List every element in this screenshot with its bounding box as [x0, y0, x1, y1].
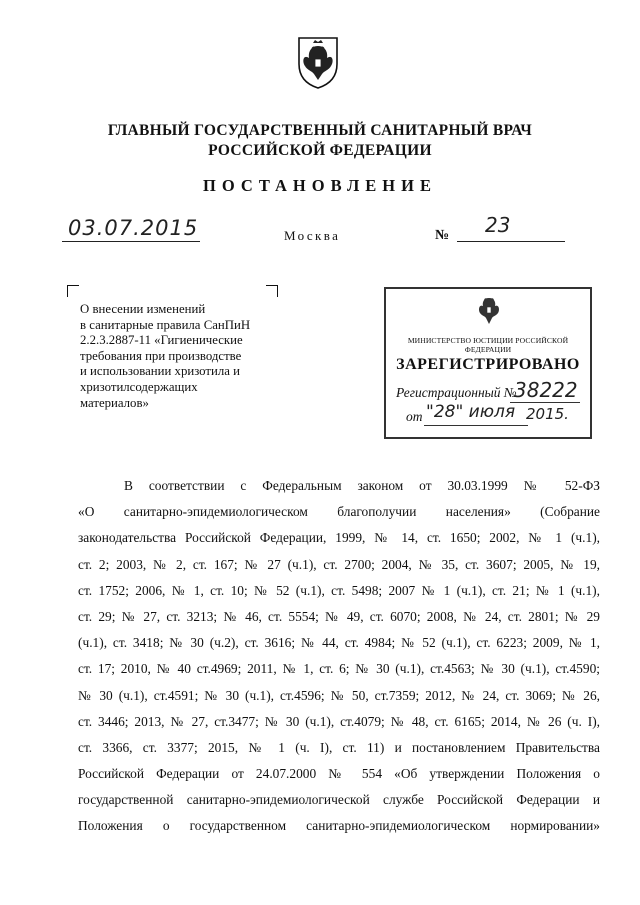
number-underline [457, 241, 565, 242]
subject-line: О внесении изменений [80, 302, 206, 316]
stamp-registered-label: ЗАРЕГИСТРИРОВАНО [396, 356, 580, 373]
stamp-ministry-label: МИНИСТЕРСТВО ЮСТИЦИИ РОССИЙСКОЙ ФЕДЕРАЦИИ [407, 336, 569, 354]
authority-title-line1: ГЛАВНЫЙ ГОСУДАРСТВЕННЫЙ САНИТАРНЫЙ ВРАЧ [107, 122, 533, 139]
subject-line: 2.2.3.2887-11 «Гигиенические [80, 333, 243, 348]
stamp-number-underline [510, 402, 580, 403]
body-line: государственной санитарно-эпидемиологической службе Российской Федерации и [78, 792, 600, 808]
subject-line: хризотилсодержащих [80, 379, 198, 394]
state-emblem-icon [293, 34, 343, 90]
subject-line: требования при производстве [80, 348, 242, 363]
stamp-registration-number: 38222 [514, 378, 578, 402]
body-line: ст. 3446; 2013, № 27, ст.3477; № 30 (ч.1), ст.4079; № 48, ст. 6165; 2014, № 26 (ч. I), [78, 713, 600, 729]
stamp-date-underline [424, 425, 528, 426]
body-line: ст. 1752; 2006, № 1, ст. 10; № 52 (ч.1), ст. 5498; 2007 № 1 (ч.1), ст. 21; № 1 (ч.1), [78, 582, 600, 598]
body-line: ст. 17; 2010, № 40 ст.4969; 2011, № 1, ст. 6; № 30 (ч.1), ст.4563; № 30 (ч.1), ст.4590; [78, 661, 600, 677]
document-type-title: ПОСТАНОВЛЕНИЕ [203, 176, 437, 195]
body-line: № 30 (ч.1), ст.4591; № 30 (ч.1), ст.4596; № 50, ст.7359; 2012, № 24, ст. 3069; № 26, [78, 687, 600, 703]
authority-title-line2: РОССИЙСКОЙ ФЕДЕРАЦИИ [208, 142, 432, 159]
date-underline [62, 241, 200, 242]
subject-corner-mark-right [266, 285, 278, 297]
city-label: Москва [284, 228, 341, 243]
subject-line: в санитарные правила СанПиН [80, 317, 251, 332]
stamp-registration-date: "28" июля [426, 402, 516, 422]
body-line: (ч.1), ст. 3418; № 30 (ч.2), ст. 3616; № 44, ст. 4984; № 52 (ч.1), ст. 6223; 2009, № 1, [78, 635, 600, 651]
body-line: ст. 29; № 27, ст. 3213; № 46, ст. 5554; № 49, ст. 6070; 2008, № 24, ст. 2801; № 29 [78, 608, 600, 624]
document-date: 03.07.2015 [68, 216, 199, 240]
body-line: Российской Федерации от 24.07.2000 № 554 «Об утверждении Положения о [78, 766, 600, 782]
subject-line: и использовании хризотила и [80, 364, 240, 379]
body-line: ст. 3366, ст. 3377; 2015, № 1 (ч. I), ст. 11) и постановлением Правительства [78, 739, 600, 755]
document-number: 23 [485, 213, 511, 237]
stamp-registration-year: 2015. [526, 405, 569, 423]
registration-stamp [384, 287, 592, 439]
body-line: Положения о государственном санитарно-эпидемиологическом нормировании» [78, 818, 600, 834]
subject-corner-mark-left [67, 285, 79, 297]
subject-line: материалов» [80, 395, 149, 410]
body-line: «О санитарно-эпидемиологическом благополучии населения» (Собрание [78, 504, 600, 520]
number-label: № [435, 228, 450, 243]
body-line: ст. 2; 2003, № 2, ст. 167; № 27 (ч.1), ст. 2700; 2004, № 35, ст. 3607; 2005, № 19, [78, 556, 600, 572]
body-line: законодательства Российской Федерации, 1999, № 14, ст. 1650; 2002, № 1 (ч.1), [78, 530, 600, 546]
body-line: В соответствии с Федеральным законом от 30.03.1999 № 52-ФЗ [124, 478, 600, 493]
stamp-date-prefix: от [406, 409, 423, 424]
body-paragraph [78, 473, 600, 840]
document-subject [80, 302, 290, 411]
stamp-registration-number-label: Регистрационный № [396, 385, 517, 400]
stamp-emblem-icon [474, 294, 504, 330]
